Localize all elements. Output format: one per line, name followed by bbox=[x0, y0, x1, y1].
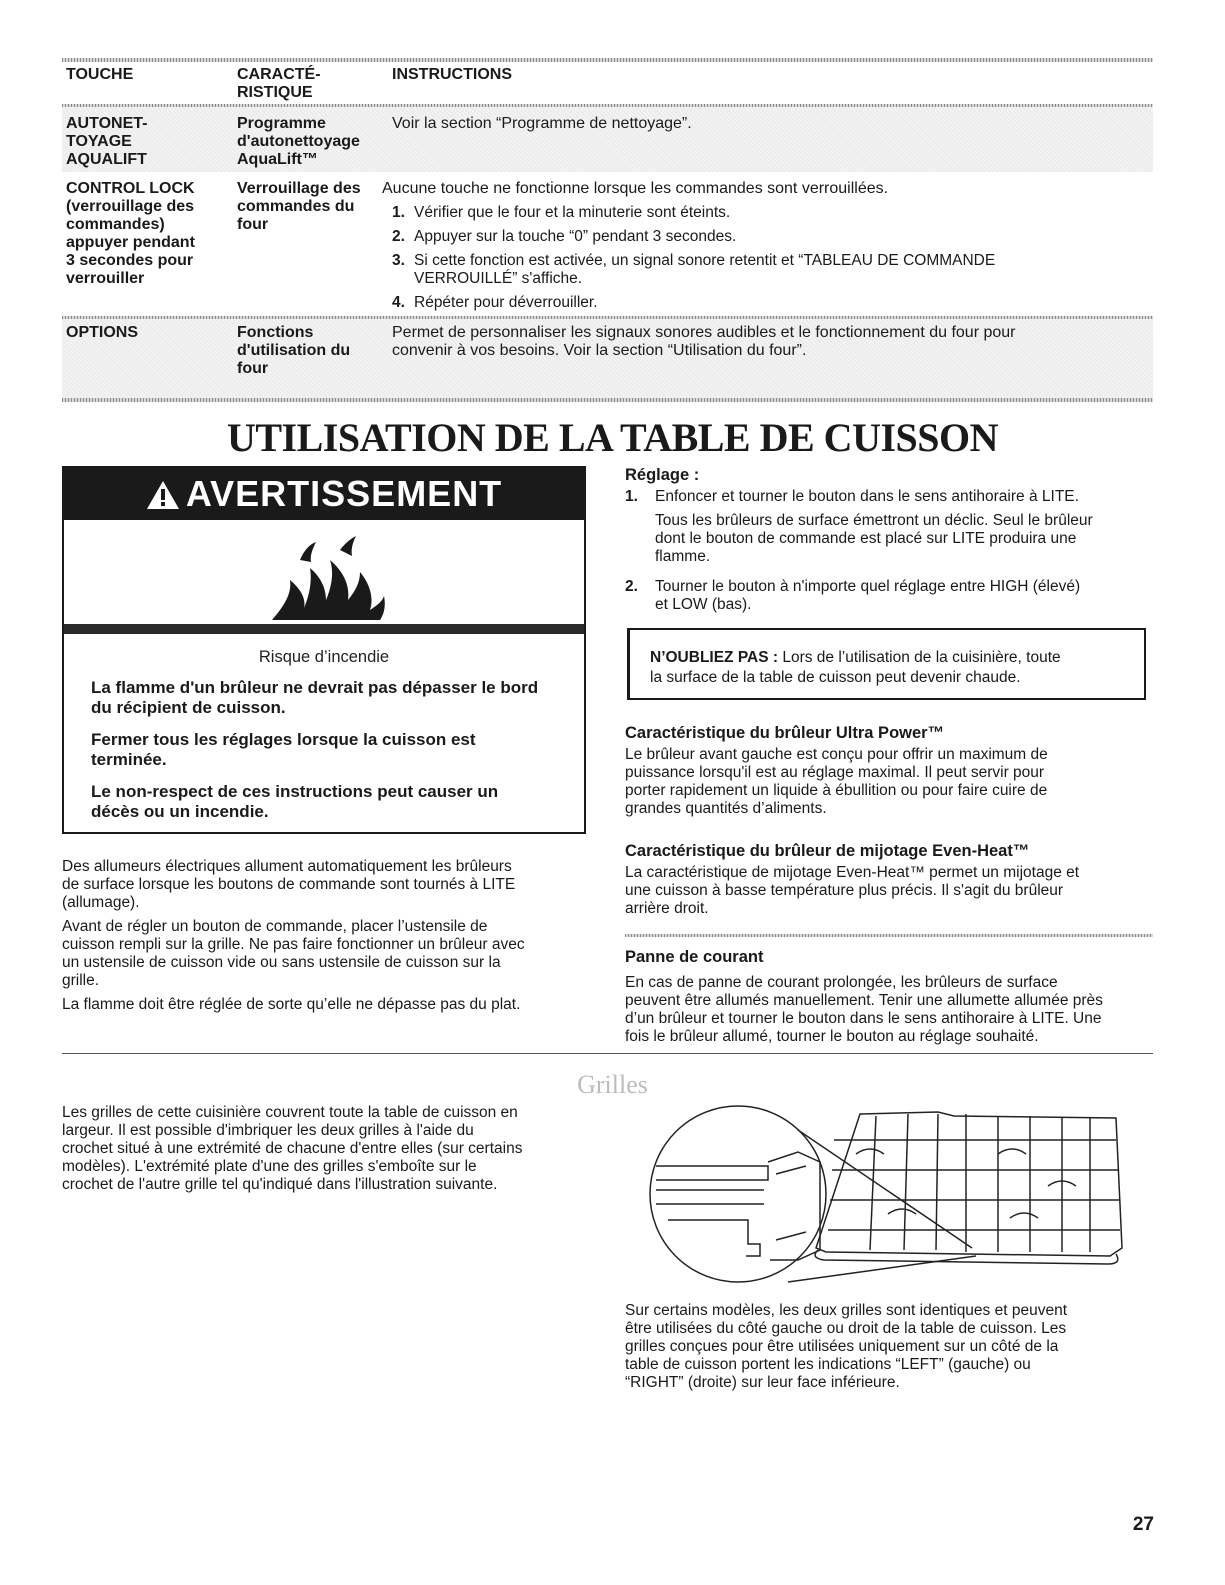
text-line: La caractéristique de mijotage Even-Heat™ permet un mijotage et bbox=[625, 864, 1080, 881]
instruction-line: Permet de personnaliser les signaux sonores audibles et le fonctionnement du four pour bbox=[392, 324, 1016, 341]
feature-line: Fonctions bbox=[237, 324, 314, 341]
warning-header bbox=[64, 468, 584, 520]
key-line: commandes) bbox=[66, 216, 165, 233]
table-header-feature-line1: CARACTÉ- bbox=[237, 66, 321, 83]
table-row-intro: Aucune touche ne fonctionne lorsque les commandes sont verrouillées. bbox=[382, 180, 889, 197]
row-rule bbox=[62, 316, 1153, 319]
note-box bbox=[627, 628, 1146, 700]
ultra-paragraph bbox=[625, 746, 1155, 818]
table-row-instructions: Voir la section “Programme de nettoyage”. bbox=[392, 115, 692, 132]
grilles-heading: Grilles bbox=[577, 1070, 648, 1099]
evenheat-paragraph bbox=[625, 864, 1155, 918]
table-row-feature bbox=[237, 324, 350, 378]
text-line: et LOW (bas). bbox=[655, 596, 752, 613]
text-line: un ustensile de cuisson vide ou sans ustensile de cuisson sur la bbox=[62, 954, 501, 971]
step-number: 3. bbox=[392, 252, 405, 269]
step-number: 4. bbox=[392, 294, 405, 311]
instruction-line: convenir à vos besoins. Voir la section “Utilisation du four”. bbox=[392, 342, 807, 359]
table-row-feature bbox=[237, 180, 361, 234]
step-2 bbox=[392, 228, 737, 246]
feature-line: AquaLift™ bbox=[237, 151, 318, 168]
text-line: peuvent être allumés manuellement. Tenir une allumette allumée près bbox=[625, 992, 1103, 1009]
text-line: arrière droit. bbox=[625, 900, 709, 917]
key-line: 3 secondes pour bbox=[66, 252, 194, 269]
table-row-instructions bbox=[392, 324, 1015, 360]
text-line: Les grilles de cette cuisinière couvrent toute la table de cuisson en bbox=[62, 1104, 518, 1121]
feature-line: d'autonettoyage bbox=[237, 133, 360, 150]
text-line: grille. bbox=[62, 972, 100, 989]
text-line: Le brûleur avant gauche est conçu pour offrir un maximum de bbox=[625, 746, 1048, 763]
text-line: grandes quantités d’aliments. bbox=[625, 800, 827, 817]
text-line: Tous les brûleurs de surface émettront un déclic. Seul le brûleur bbox=[655, 512, 1093, 529]
step-4 bbox=[392, 294, 598, 312]
evenheat-heading: Caractéristique du brûleur de mijotage Even-Heat™ bbox=[625, 842, 1030, 860]
text-line: crochet situé à une extrémité de chacune d'entre elles (sur certains bbox=[62, 1140, 523, 1157]
warning-divider bbox=[64, 624, 584, 634]
text-line: de surface lorsque les boutons de commande sont tournés à LITE bbox=[62, 876, 516, 893]
text-line: Tourner le bouton à n'importe quel réglage entre HIGH (élevé) bbox=[655, 578, 1081, 595]
table-header-instructions: INSTRUCTIONS bbox=[392, 66, 512, 83]
ultra-heading: Caractéristique du brûleur Ultra Power™ bbox=[625, 724, 945, 742]
text-line: grilles conçues pour être utilisées uniquement sur un côté de la bbox=[625, 1338, 1059, 1355]
text-line: (allumage). bbox=[62, 894, 140, 911]
panne-rule bbox=[625, 934, 1153, 937]
key-line: AUTONET- bbox=[66, 115, 148, 132]
step-text: Vérifier que le four et la minuterie sont éteints. bbox=[414, 204, 731, 221]
text-line: cuisson rempli sur la grille. Ne pas faire fonctionner un brûleur avec bbox=[62, 936, 525, 953]
grilles-left-paragraph bbox=[62, 1104, 602, 1194]
text-line: puissance lorsqu'il est au réglage maximal. Il peut servir pour bbox=[625, 764, 1045, 781]
text-line: crochet de l'autre grille tel qu'indiqué dans l'illustration suivante. bbox=[62, 1176, 498, 1193]
row-rule bbox=[62, 104, 1153, 107]
warning-header-text: AVERTISSEMENT bbox=[185, 473, 503, 514]
step-1 bbox=[392, 204, 731, 222]
text-line: “RIGHT” (droite) sur leur face inférieure. bbox=[625, 1374, 900, 1391]
reglage-heading: Réglage : bbox=[625, 466, 700, 484]
grate-illustration bbox=[638, 1100, 1138, 1296]
panne-paragraph bbox=[625, 974, 1160, 1046]
warning-line: Fermer tous les réglages lorsque la cuisson est bbox=[91, 730, 476, 749]
step-text: Si cette fonction est activée, un signal sonore retentit et “TABLEAU DE COMMANDE bbox=[414, 252, 996, 269]
text-line: porter rapidement un liquide à ébullition ou pour faire cuire de bbox=[625, 782, 1048, 799]
text-line: dont le bouton de commande est placé sur LITE produira une bbox=[655, 530, 1077, 547]
step-number: 2. bbox=[392, 228, 405, 245]
fire-icon bbox=[64, 520, 584, 624]
key-line: (verrouillage des bbox=[66, 198, 195, 215]
table-row-key bbox=[66, 115, 147, 169]
feature-line: four bbox=[237, 360, 269, 377]
table-row-key: OPTIONS bbox=[66, 324, 139, 341]
text-line: table de cuisson portent les indications “LEFT” (gauche) ou bbox=[625, 1356, 1031, 1373]
text-line: Des allumeurs électriques allument automatiquement les brûleurs bbox=[62, 858, 512, 875]
key-line: CONTROL LOCK bbox=[66, 180, 195, 197]
table-header-key: TOUCHE bbox=[66, 66, 134, 83]
top-rule bbox=[62, 58, 1153, 62]
table-header-feature-line2: RISTIQUE bbox=[237, 84, 313, 101]
text-line: flamme. bbox=[655, 548, 711, 565]
feature-line: d'utilisation du bbox=[237, 342, 351, 359]
text-line: d’un brûleur et tourner le bouton dans le sens antihoraire à LITE. Une bbox=[625, 1010, 1102, 1027]
warning-title: Risque d’incendie bbox=[258, 648, 390, 666]
text-line: La flamme doit être réglée de sorte qu’elle ne dépasse pas du plat. bbox=[62, 996, 521, 1013]
table-header-feature bbox=[237, 66, 321, 102]
step-text: Appuyer sur la touche “0” pendant 3 secondes. bbox=[414, 228, 737, 245]
feature-line: four bbox=[237, 216, 269, 233]
warning-line: La flamme d'un brûleur ne devrait pas dépasser le bord bbox=[91, 678, 539, 697]
table-bottom-rule bbox=[62, 398, 1153, 402]
warning-line: décès ou un incendie. bbox=[91, 802, 269, 821]
text-line: être utilisées du côté gauche ou droit de la table de cuisson. Les bbox=[625, 1320, 1067, 1337]
table-row-key bbox=[66, 180, 195, 288]
reglage-step-2 bbox=[625, 578, 1150, 614]
feature-line: commandes du bbox=[237, 198, 355, 215]
step-text: Répéter pour déverrouiller. bbox=[414, 294, 598, 311]
text-line: largeur. Il est possible d'imbriquer les deux grilles à l'aide du bbox=[62, 1122, 474, 1139]
warning-line: terminée. bbox=[91, 750, 167, 769]
text-line: une cuisson à basse température plus précis. Il s'agit du brûleur bbox=[625, 882, 1064, 899]
warning-box bbox=[62, 466, 586, 834]
text-line: modèles). L'extrémité plate d'une des grilles s'emboîte sur le bbox=[62, 1158, 477, 1175]
key-line: TOYAGE bbox=[66, 133, 132, 150]
text-line: En cas de panne de courant prolongée, les brûleurs de surface bbox=[625, 974, 1058, 991]
text-line: Avant de régler un bouton de commande, placer l’ustensile de bbox=[62, 918, 488, 935]
step-3 bbox=[392, 252, 996, 270]
reglage-step-1 bbox=[625, 488, 1150, 566]
step-text: VERROUILLÉ” s'affiche. bbox=[414, 270, 583, 287]
warning-triangle-icon bbox=[146, 480, 180, 510]
text-line: fois le brûleur allumé, tourner le bouton au réglage souhaité. bbox=[625, 1028, 1039, 1045]
panne-heading: Panne de courant bbox=[625, 948, 764, 966]
step-number: 1. bbox=[392, 204, 405, 221]
note-text-line: Lors de l’utilisation de la cuisinière, toute bbox=[778, 649, 1061, 666]
warning-line: du récipient de cuisson. bbox=[91, 698, 286, 717]
note-text-line: la surface de la table de cuisson peut devenir chaude. bbox=[650, 669, 1021, 686]
note-label: N’OUBLIEZ PAS : bbox=[650, 649, 779, 666]
key-line: AQUALIFT bbox=[66, 151, 147, 168]
left-paragraphs bbox=[62, 858, 592, 1014]
page-number: 27 bbox=[1132, 1514, 1154, 1535]
key-line: appuyer pendant bbox=[66, 234, 195, 251]
warning-body bbox=[64, 634, 584, 832]
section-divider bbox=[62, 1053, 1153, 1054]
text-line: Sur certains modèles, les deux grilles sont identiques et peuvent bbox=[625, 1302, 1067, 1319]
text-line: Enfoncer et tourner le bouton dans le sens antihoraire à LITE. bbox=[655, 488, 1079, 505]
warning-line: Le non-respect de ces instructions peut causer un bbox=[91, 782, 499, 801]
note-text bbox=[650, 648, 1130, 688]
step-number: 2. bbox=[625, 578, 638, 595]
key-line: verrouiller bbox=[66, 270, 145, 287]
feature-line: Programme bbox=[237, 115, 326, 132]
feature-line: Verrouillage des bbox=[237, 180, 361, 197]
section-title: UTILISATION DE LA TABLE DE CUISSON bbox=[226, 415, 999, 460]
grilles-right-paragraph bbox=[625, 1302, 1155, 1392]
step-number: 1. bbox=[625, 488, 638, 505]
warning-picture bbox=[64, 520, 584, 624]
table-row-feature bbox=[237, 115, 360, 169]
